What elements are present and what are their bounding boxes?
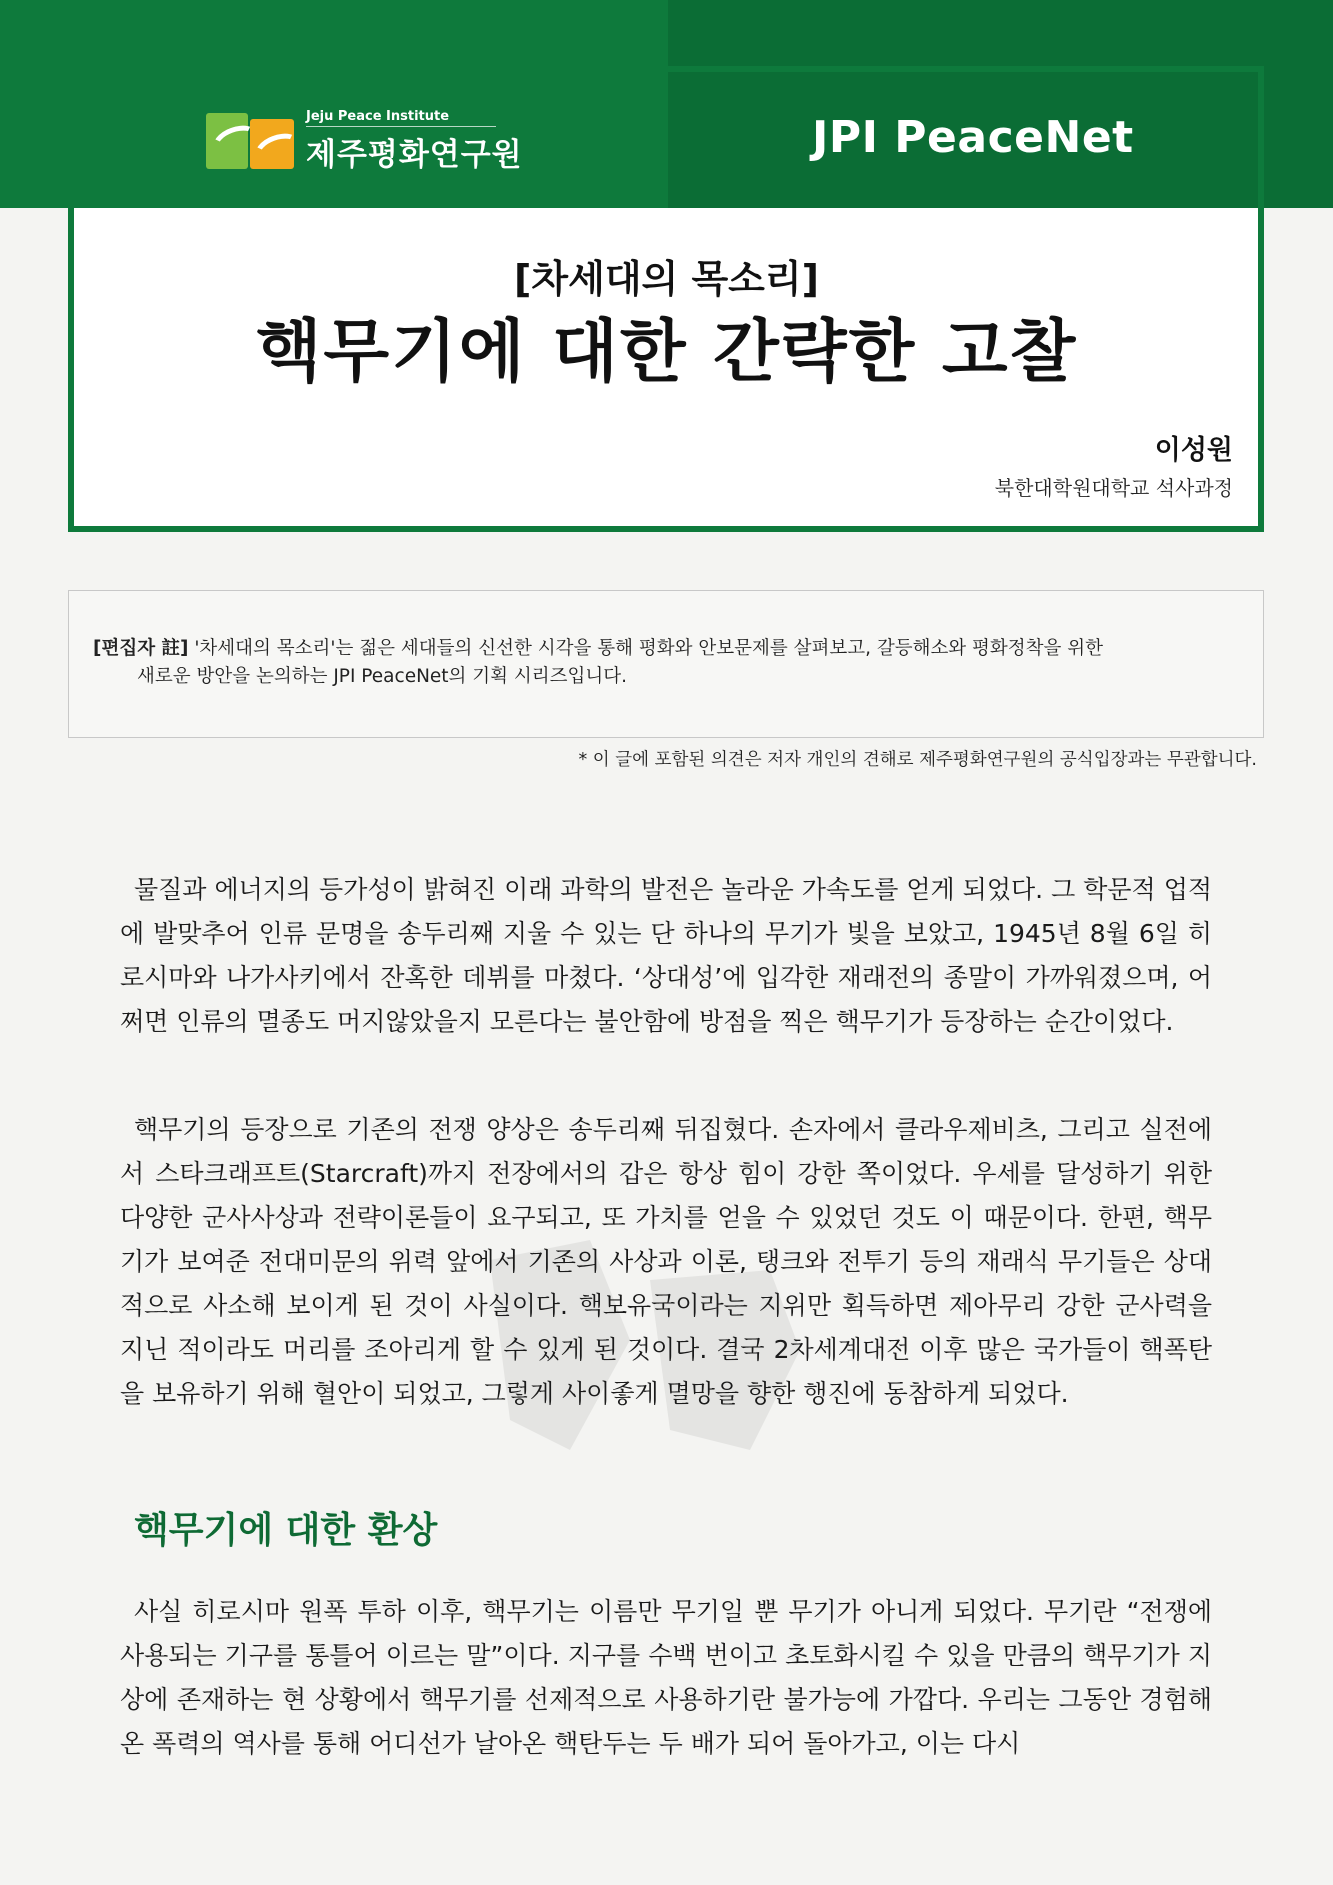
dove-logo-icon [206,109,296,173]
body-paragraph-1: 물질과 에너지의 등가성이 밝혀진 이래 과학의 발전은 놀라운 가속도를 얻게 되었다. 그 학문적 업적에 발맞추어 인류 문명을 송두리째 지울 수 있는 단 하나의 무기가 빛을 보았고, 1945년 8월 6일 히로시마와 나가사키에서 잔혹한 데뷔를 마쳤다. ‘상대성’에 입각한 재래전의 종말이 가까워졌으며, 어쩌면 인류의 멸종도 머지않았을지 모른다는 불안함에 방점을 찍은 핵무기가 등장하는 순간이었다. [120,875,1212,1036]
institute-name-ko: 제주평화연구원 [306,136,523,173]
editor-note [93,635,1241,691]
section-heading: 핵무기에 대한 환상 [134,1510,438,1551]
body-paragraph-3: 사실 히로시마 원폭 투하 이후, 핵무기는 이름만 무기일 뿐 무기가 아니게 되었다. 무기란 “전쟁에 사용되는 기구를 통틀어 이르는 말”이다. 지구를 수백 번이고 초토화시킬 수 있을 만큼의 핵무기가 지상에 존재하는 현 상황에서 핵무기를 선제적으로 사용하기란 불가능에 가깝다. 우리는 그동안 경험해 온 폭력의 역사를 통해 어디선가 날아온 핵탄두는 두 배가 되어 돌아가고, 이는 다시 [120,1597,1212,1758]
editor-note-tag: [편집자 註] [93,638,189,659]
page-title: 핵무기에 대한 간략한 고찰 [255,313,1078,392]
body-paragraph-2: 핵무기의 등장으로 기존의 전쟁 양상은 송두리째 뒤집혔다. 손자에서 클라우제비츠, 그리고 실전에서 스타크래프트(Starcraft)까지 전장에서의 갑은 항상 힘이 강한 쪽이었다. 우세를 달성하기 위한 다양한 군사사상과 전략이론들이 요구되고, 또 가치를 얻을 수 있었던 것도 이 때문이다. 한편, 핵무기가 보여준 전대미문의 위력 앞에서 기존의 사상과 이론, 탱크와 전투기 등의 재래식 무기들은 상대적으로 사소해 보이게 된 것이 사실이다. 핵보유국이라는 지위만 획득하면 제아무리 강한 군사력을 지닌 적이라도 머리를 조아리게 할 수 있게 된 것이다. 결국 2차세계대전 이후 많은 국가들이 핵폭탄을 보유하기 위해 혈안이 되었고, 그렇게 사이좋게 멸망을 향한 행진에 동참하게 되었다. [120,1115,1212,1408]
peacenet-logo: JPI PeaceNet [812,112,1134,163]
editor-note-line1: '차세대의 목소리'는 젊은 세대들의 신선한 시각을 통해 평화와 안보문제를 살펴보고, 갈등해소와 평화정착을 위한 [188,638,1104,659]
series-title: [차세대의 목소리] [514,257,819,301]
jeju-peace-institute-logo [206,108,523,174]
editor-note-line2: 새로운 방안을 논의하는 JPI PeaceNet의 기획 시리즈입니다. [137,666,628,687]
editor-note-box [68,590,1264,738]
institute-name-en: Jeju Peace Institute [306,109,496,127]
author-name: 이성원 [1154,435,1233,466]
author-affiliation: 북한대학원대학교 석사과정 [994,476,1233,500]
disclaimer: * 이 글에 포함된 의견은 저자 개인의 견해로 제주평화연구원의 공식입장과는 무관합니다. [578,750,1257,770]
